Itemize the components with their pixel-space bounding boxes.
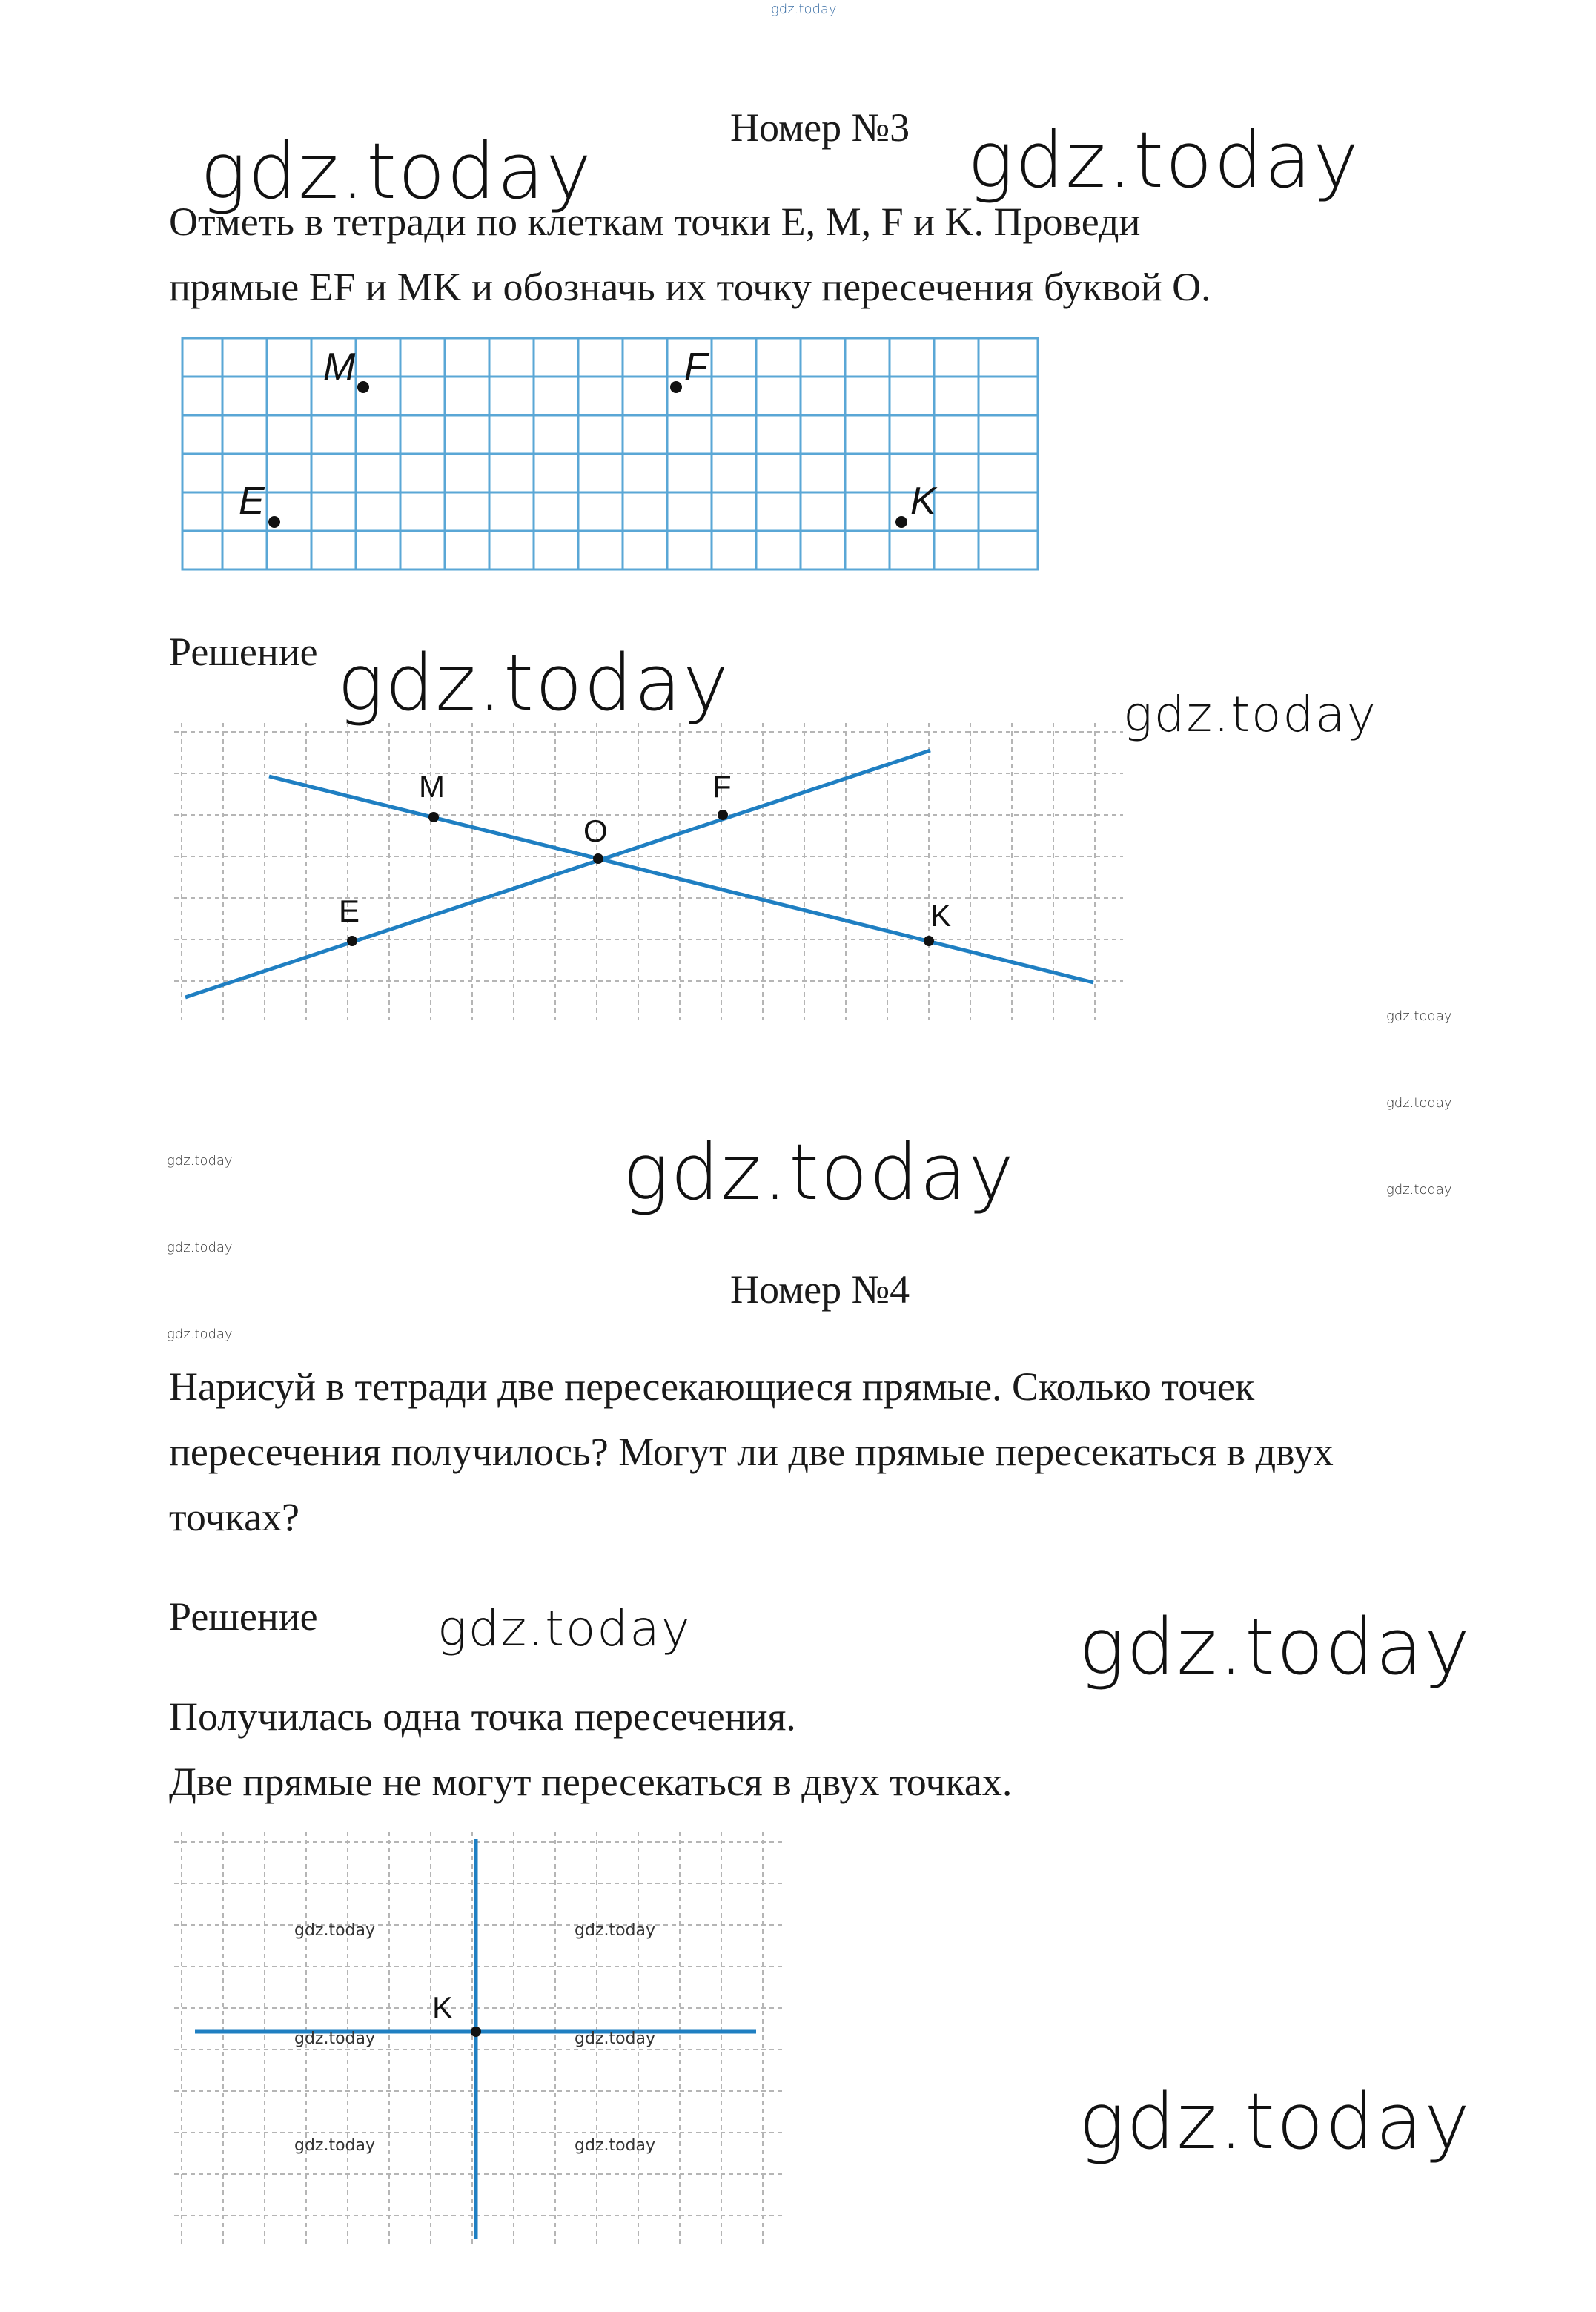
label-m: M [323, 346, 356, 389]
watermark: gdz.today [1079, 1602, 1471, 1692]
point-f [670, 381, 682, 393]
label-o: O [583, 813, 608, 848]
label-f: F [712, 769, 732, 804]
problem4-title: Номер №4 [730, 1267, 910, 1312]
watermark: gdz.today [1079, 2076, 1471, 2167]
line-ef [185, 750, 930, 997]
point-m [357, 381, 369, 393]
point-k [471, 2027, 481, 2037]
watermark-small: gdz.today [575, 2029, 656, 2048]
watermark: gdz.today [437, 1600, 692, 1657]
label-k: K [910, 480, 936, 523]
problem4-solution-figure [174, 1832, 782, 2247]
label-e: E [239, 480, 265, 523]
problem4-text-line2: пересечения получилось? Могут ли две прямые пересекаться в двух [169, 1430, 1334, 1474]
problem3-title: Номер №3 [730, 105, 910, 150]
watermark: gdz.today [967, 115, 1360, 205]
point-o [593, 853, 603, 864]
label-f: F [684, 346, 708, 389]
watermark-small: gdz.today [1386, 1182, 1452, 1198]
watermark-small: gdz.today [575, 2136, 656, 2155]
point-m [428, 812, 439, 822]
problem3-grid-figure [178, 334, 1045, 578]
watermark-small: gdz.today [294, 1921, 376, 1940]
watermark-small: gdz.today [575, 1921, 656, 1940]
problem3-text-line1: Отметь в тетради по клеткам точки E, M, F и K. Проведи [169, 199, 1141, 244]
watermark-small: gdz.today [167, 1153, 233, 1169]
problem4-answer-line1: Получилась одна точка пересечения. [169, 1694, 796, 1739]
problem4-text-line1: Нарисуй в тетради две пересекающиеся прямые. Сколько точек [169, 1364, 1255, 1409]
label-e: E [339, 894, 360, 928]
label-m: M [419, 769, 445, 804]
point-e [347, 936, 357, 946]
watermark-small: gdz.today [167, 1327, 233, 1342]
label-k: K [432, 1990, 454, 2025]
point-k [924, 936, 934, 946]
watermark-small: gdz.today [1386, 1008, 1452, 1024]
problem3-solution-label: Решение [169, 630, 318, 674]
problem4-text-line3: точках? [169, 1495, 300, 1539]
watermark-small: gdz.today [1386, 1095, 1452, 1111]
watermark: gdz.today [623, 1127, 1016, 1218]
watermark-small: gdz.today [167, 1240, 233, 1255]
watermark-top: gdz.today [771, 1, 837, 17]
watermark: gdz.today [337, 638, 730, 728]
watermark-small: gdz.today [294, 2136, 376, 2155]
dashed-grid [174, 1832, 782, 2247]
watermark-small: gdz.today [294, 2029, 376, 2048]
watermark: gdz.today [200, 126, 593, 217]
problem3-solution-figure [174, 723, 1123, 1020]
point-e [268, 516, 280, 528]
label-k: K [930, 898, 952, 933]
watermark: gdz.today [1123, 686, 1377, 743]
problem4-solution-label: Решение [169, 1594, 318, 1639]
point-k [895, 516, 907, 528]
problem3-text-line2: прямые EF и MK и обозначь их точку пересечения буквой O. [169, 265, 1211, 309]
grid-lines [182, 338, 1038, 569]
problem4-answer-line2: Две прямые не могут пересекаться в двух точках. [169, 1760, 1013, 1804]
point-f [718, 810, 728, 820]
